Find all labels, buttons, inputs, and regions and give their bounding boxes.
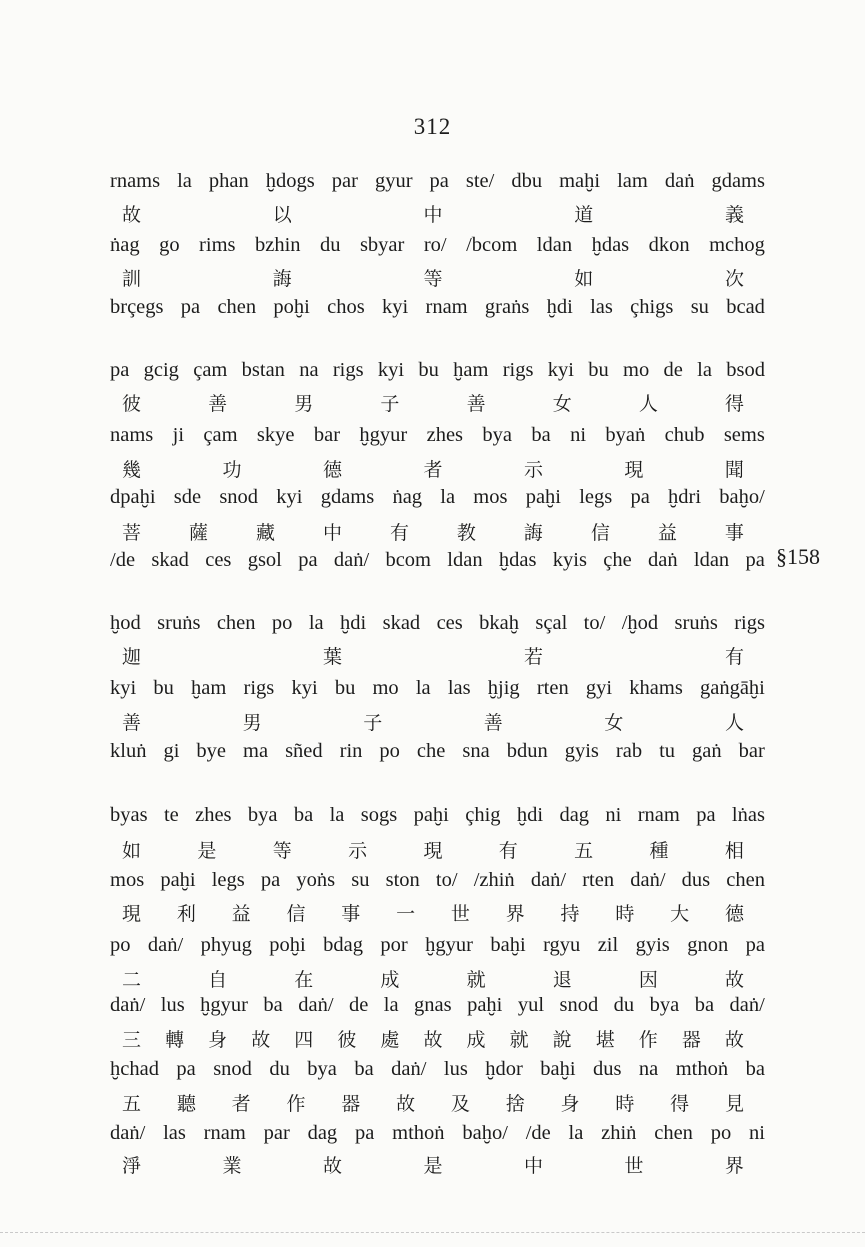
chinese-gloss-line: 現 利 益 信 事 一 世 界 持 時 大 德 [122,903,744,925]
chinese-gloss-line: 彼 善 男 子 善 女 人 得 [122,393,744,415]
tibetan-text-line: kluṅ gi bye ma sñed rin po che sna bdun gyis rab tu gaṅ bar [110,740,765,762]
chinese-gloss-line: 三 轉 身 故 四 彼 處 故 成 就 說 堪 作 器 故 [122,1029,744,1051]
tibetan-text-line: pa gcig çam bstan na rigs kyi bu ḫam rigs kyi bu mo de la bsod [110,359,765,381]
section-mark: §158 [776,544,820,569]
chinese-gloss-line: 幾 功 德 者 示 現 聞 [122,459,744,481]
page-bottom-edge [0,1232,865,1236]
tibetan-text-line: mos paḫi legs pa yoṅs su ston to/ /zhiṅ daṅ/ rten daṅ/ dus chen [110,869,765,891]
tibetan-text-line: rnams la phan ḫdogs par gyur pa ste/ dbu maḫi lam daṅ gdams [110,170,765,192]
tibetan-text-line: /de skad ces gsol pa daṅ/ bcom ldan ḫdas kyis çhe daṅ ldan pa [110,549,765,571]
tibetan-text-line: ṅag go rims bzhin du sbyar ro/ /bcom ldan ḫdas dkon mchog [110,234,765,256]
chinese-gloss-line: 訓 誨 等 如 次 [122,268,744,290]
chinese-gloss-line: 善 男 子 善 女 人 [122,712,744,734]
page-number: 312 [413,114,452,139]
chinese-gloss-line: 故 以 中 道 義 [122,204,744,226]
chinese-gloss-line: 迦 葉 若 有 [122,646,744,668]
chinese-gloss-line: 如 是 等 示 現 有 五 種 相 [122,840,744,862]
tibetan-text-line: po daṅ/ phyug poḫi bdag por ḫgyur baḫi rgyu zil gyis gnon pa [110,934,765,956]
chinese-gloss-line: 二 自 在 成 就 退 因 故 [122,969,744,991]
chinese-gloss-line: 五 聽 者 作 器 故 及 捨 身 時 得 見 [122,1093,744,1115]
tibetan-text-line: kyi bu ḫam rigs kyi bu mo la las ḫjig rten gyi khams gaṅgāḫi [110,677,765,699]
tibetan-text-line: ḫchad pa snod du bya ba daṅ/ lus ḫdor baḫi dus na mthoṅ ba [110,1058,765,1080]
tibetan-text-line: brçegs pa chen poḫi chos kyi rnam graṅs ḫdi las çhigs su bcad [110,296,765,318]
chinese-gloss-line: 淨 業 故 是 中 世 界 [122,1155,744,1177]
tibetan-text-line: ḫod sruṅs chen po la ḫdi skad ces bkaḫ sçal to/ /ḫod sruṅs rigs [110,612,765,634]
tibetan-text-line: nams ji çam skye bar ḫgyur zhes bya ba ni byaṅ chub sems [110,424,765,446]
tibetan-text-line: dpaḫi sde snod kyi gdams ṅag la mos paḫi legs pa ḫdri baḫo/ [110,486,765,508]
tibetan-text-line: daṅ/ lus ḫgyur ba daṅ/ de la gnas paḫi yul snod du bya ba daṅ/ [110,994,765,1016]
tibetan-text-line: byas te zhes bya ba la sogs paḫi çhig ḫdi dag ni rnam pa lṅas [110,804,765,826]
chinese-gloss-line: 菩 薩 藏 中 有 教 誨 信 益 事 [122,522,744,544]
tibetan-text-line: daṅ/ las rnam par dag pa mthoṅ baḫo/ /de la zhiṅ chen po ni [110,1122,765,1144]
